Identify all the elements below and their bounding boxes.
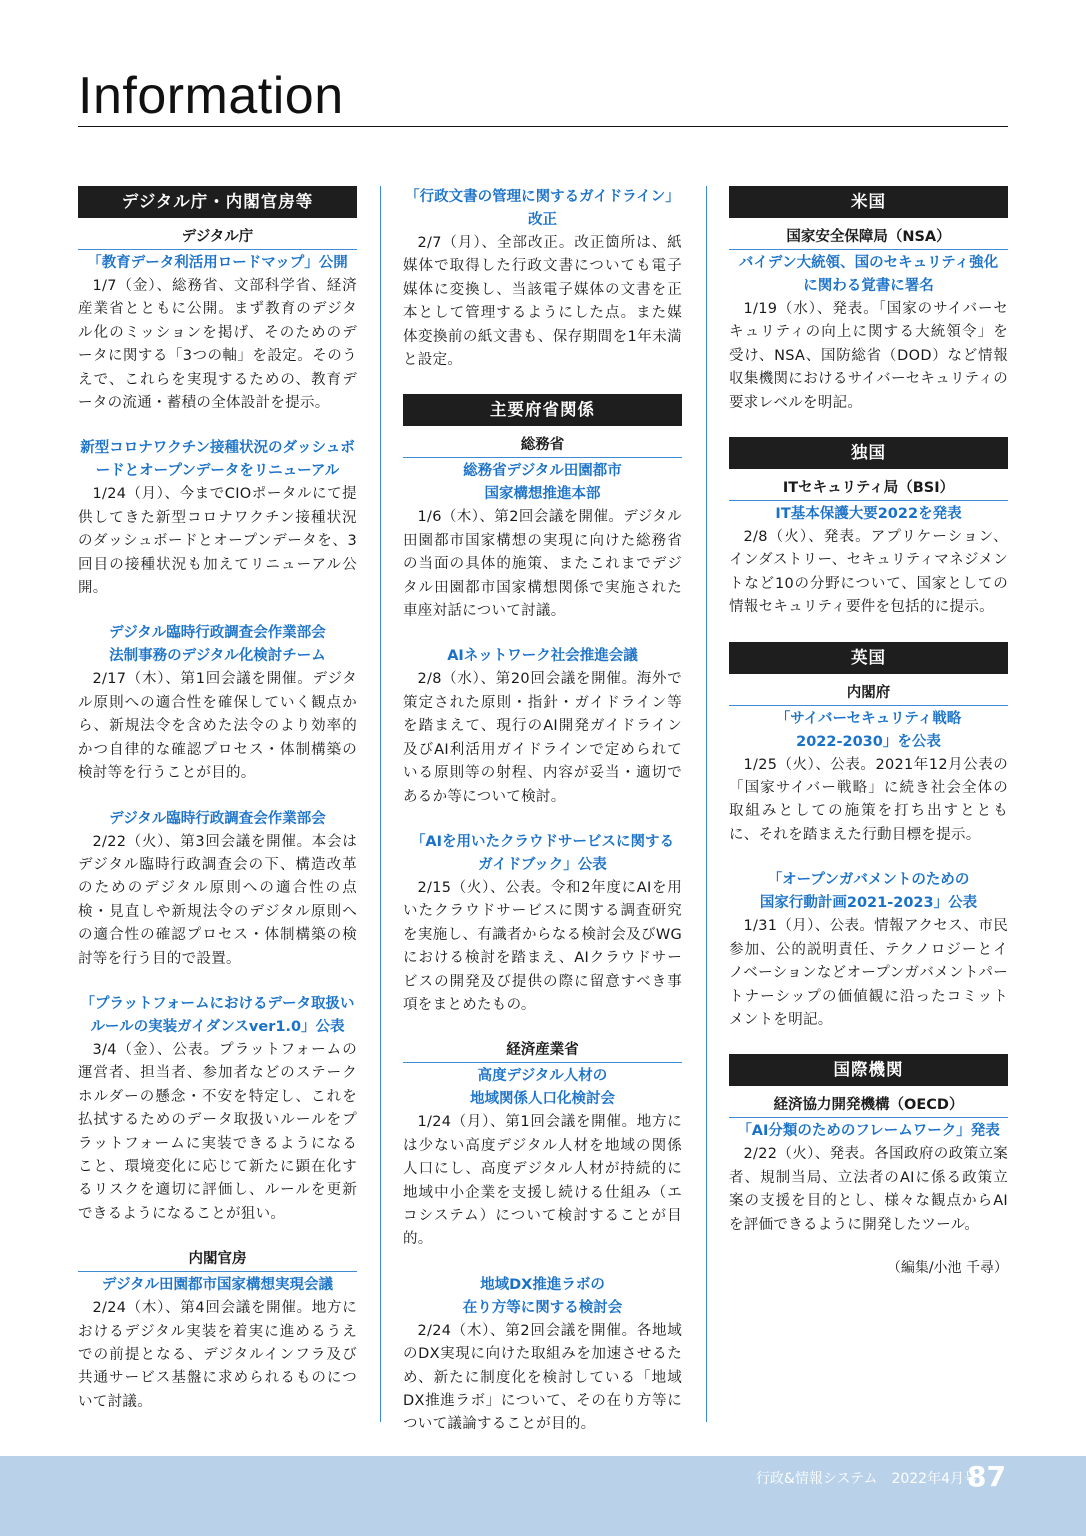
article-body: 1/19（水）、発表。「国家のサイバーセキュリティの向上に関する大統領令」を受け、NSA、国防総省（DOD）など情報収集機関におけるサイバーセキュリティの要求レベルを明記。: [729, 301, 1008, 411]
section-header: 独国: [729, 437, 1008, 469]
spacer: [403, 623, 682, 645]
article-headline: AIネットワーク社会推進会議: [447, 648, 638, 665]
section-header: 主要府省関係: [403, 394, 682, 426]
article-body: 1/7（金）、総務省、文部科学省、経済産業省とともに公開。まず教育のデジタル化のミッションを掲げ、そのためのデータに関する「3つの軸」を設定。そのうえで、これらを実現するための、教育データの流通・蓄積の全体設計を提示。: [78, 278, 357, 412]
article-body: 1/24（月）、今までCIOポータルにて提供してきた新型コロナワクチン接種状況のダッシュボードとオープンデータを、3回目の接種状況も加えてリニューアル公開。: [78, 486, 357, 597]
article-headline: 「AI分類のためのフレームワーク」発表: [737, 1123, 1000, 1140]
article-body: 2/22（火）、発表。各国政府の政策立案者、規制当局、立法者のAIに係る政策立案の支援を目的とし、様々な観点からAIを評価できるように開発したツール。: [729, 1146, 1008, 1233]
article-headline: 「サイバーセキュリティ戦略 2022-2030」を公表: [775, 710, 962, 750]
spacer: [78, 971, 357, 993]
article-headline: 新型コロナワクチン接種状況のダッシュボードとオープンデータをリニューアル: [80, 440, 355, 480]
article-body: 2/8（水）、第20回会議を開催。海外で策定された原則・指針・ガイドライン等を踏まえて、現行のAI開発ガイドライン及びAI利活用ガイドラインで定められている原則等の射程、内容が妥当・適切であるか等について検討。: [403, 671, 682, 805]
column-divider: [706, 186, 707, 1422]
spacer: [729, 415, 1008, 437]
article-body: 2/24（木）、第4回会議を開催。地方におけるデジタル実装を着実に進めるうえでの前提となる、デジタルインフラ及び共通サービス基盤に求められるものについて討議。: [78, 1300, 357, 1410]
spacer: [729, 847, 1008, 869]
title-divider: [78, 126, 1008, 127]
organization-name: 経済産業省: [403, 1039, 682, 1063]
spacer: [403, 809, 682, 831]
article-body: 2/8（火）、発表。アプリケーション、インダストリー、セキュリティマネジメントなど10の分野について、国家としての情報セキュリティ要件を包括的に提示。: [729, 529, 1008, 616]
section-header: デジタル庁・内閣官房等: [78, 186, 357, 218]
article-headline: デジタル臨時行政調査会作業部会: [109, 810, 326, 827]
article-headline: 高度デジタル人材の 地域関係人口化検討会: [470, 1068, 615, 1108]
organization-name: デジタル庁: [78, 226, 357, 250]
spacer: [729, 620, 1008, 642]
spacer: [78, 600, 357, 622]
article-headline: 「行政文書の管理に関するガイドライン」 改正: [405, 189, 680, 228]
article-body: 2/15（火）、公表。令和2年度にAIを用いたクラウドサービスに関する調査研究を実施し、有識者からなる検討会及びWGにおける検討を踏まえ、AIクラウドサービスの開発及び提供の際に留意すべき事項をまとめたもの。: [403, 879, 682, 1013]
article-body: 2/7（月）、全部改正。改正箇所は、紙媒体で取得した行政文書についても電子媒体に変換し、当該電子媒体の文書を正本として管理するようにした点。また媒体変換前の紙文書も、保存期間を1年未満と設定。: [403, 235, 682, 369]
article-body: 1/24（月）、第1回会議を開催。地方には少ない高度デジタル人材を地域の関係人口にし、高度デジタル人材が持続的に地域中小企業を支援し続ける仕組み（エコシステム）について検討することが目的。: [403, 1114, 682, 1248]
article-body: 3/4（金）、公表。プラットフォームの運営者、担当者、参加者などのステークホルダーの懸念・不安を特定し、これを払拭するためのデータ取扱いルールをプラットフォームに実装できるようになること、環境変化に応じて新たに顕在化するリスクを適切に評価し、ルールを更新できるようになることが狙い。: [78, 1041, 357, 1222]
article-headline: 「AIを用いたクラウドサービスに関する ガイドブック」公表: [410, 833, 675, 873]
article-body: 1/31（月）、公表。情報アクセス、市民参加、公的説明責任、テクノロジーとイノベーションなどオープンガバメントパートナーシップの価値観に沿ったコミットメントを明記。: [729, 918, 1008, 1028]
page-number: 87: [967, 1460, 1006, 1493]
article-headline: デジタル臨時行政調査会作業部会 法制事務のデジタル化検討チーム: [109, 625, 326, 665]
article-body: 2/24（木）、第2回会議を開催。各地域のDX実現に向けた取組みを加速させるため、新たに制度化を検討している「地域DX推進ラボ」について、その在り方等について議論することが目的。: [403, 1322, 682, 1433]
article-headline: 「教育データ利活用ロードマップ」公開: [87, 255, 348, 271]
organization-name: 内閣府: [729, 682, 1008, 706]
organization-name: 総務省: [403, 434, 682, 458]
article-headline: 地域DX推進ラボの 在り方等に関する検討会: [462, 1276, 623, 1316]
editor-credit: （編集/小池 千尋）: [886, 1259, 1008, 1276]
article-body: 2/22（火）、第3回会議を開催。本会はデジタル臨時行政調査会の下、構造改革のためのデジタル原則への適合性の点検・見直しや新規法令のデジタル原則への適合性の確認プロセス・体制構築の検討等を行う目的で設置。: [78, 833, 357, 967]
page-title: Information: [78, 67, 344, 125]
organization-name: 経済協力開発機構（OECD）: [729, 1094, 1008, 1118]
organization-name: 内閣官房: [78, 1248, 357, 1272]
article-headline: 「オープンガバメントのための 国家行動計画2021-2023」公表: [759, 872, 978, 912]
column-1: [78, 186, 357, 1414]
column-2: [403, 186, 682, 1437]
article-headline: 総務省デジタル田園都市 国家構想推進本部: [463, 463, 622, 503]
article-body: 1/25（火）、公表。2021年12月公表の「国家サイバー戦略」に続き社会全体の取組みとしての施策を打ち出すとともに、それを踏まえた行動目標を提示。: [729, 756, 1008, 843]
organization-name: 国家安全保障局（NSA）: [729, 226, 1008, 250]
footer-publication: 行政&情報システム 2022年4月号: [755, 1471, 978, 1487]
article-headline: 「プラットフォームにおけるデータ取扱い ルールの実装ガイダンスver1.0」公表: [80, 995, 355, 1035]
spacer: [403, 1252, 682, 1274]
spacer: [78, 1226, 357, 1248]
organization-name: ITセキュリティ局（BSI）: [729, 477, 1008, 501]
spacer: [729, 1032, 1008, 1054]
article-headline: バイデン大統領、国のセキュリティ強化 に関わる覚書に署名: [738, 255, 999, 294]
column-3: [729, 186, 1008, 1277]
section-header: 英国: [729, 642, 1008, 674]
section-header: 米国: [729, 186, 1008, 218]
article-headline: IT基本保護大要2022を発表: [775, 506, 962, 523]
article-headline: デジタル田園都市国家構想実現会議: [101, 1277, 334, 1294]
column-divider: [380, 186, 381, 1422]
spacer: [403, 372, 682, 394]
spacer: [78, 415, 357, 437]
article-body: 1/6（木）、第2回会議を開催。デジタル田園都市国家構想の実現に向けた総務省の当面の具体的施策、またこれまでデジタル田園都市国家構想関係で実施された車座対話について討議。: [403, 509, 682, 620]
article-body: 2/17（木）、第1回会議を開催。デジタル原則への適合性を確保していく観点から、新規法令を含めた法令のより効率的かつ自律的な確認プロセス・体制構築の検討等を行うことが目的。: [78, 671, 357, 782]
section-header: 国際機関: [729, 1054, 1008, 1086]
spacer: [78, 786, 357, 808]
spacer: [403, 1017, 682, 1039]
